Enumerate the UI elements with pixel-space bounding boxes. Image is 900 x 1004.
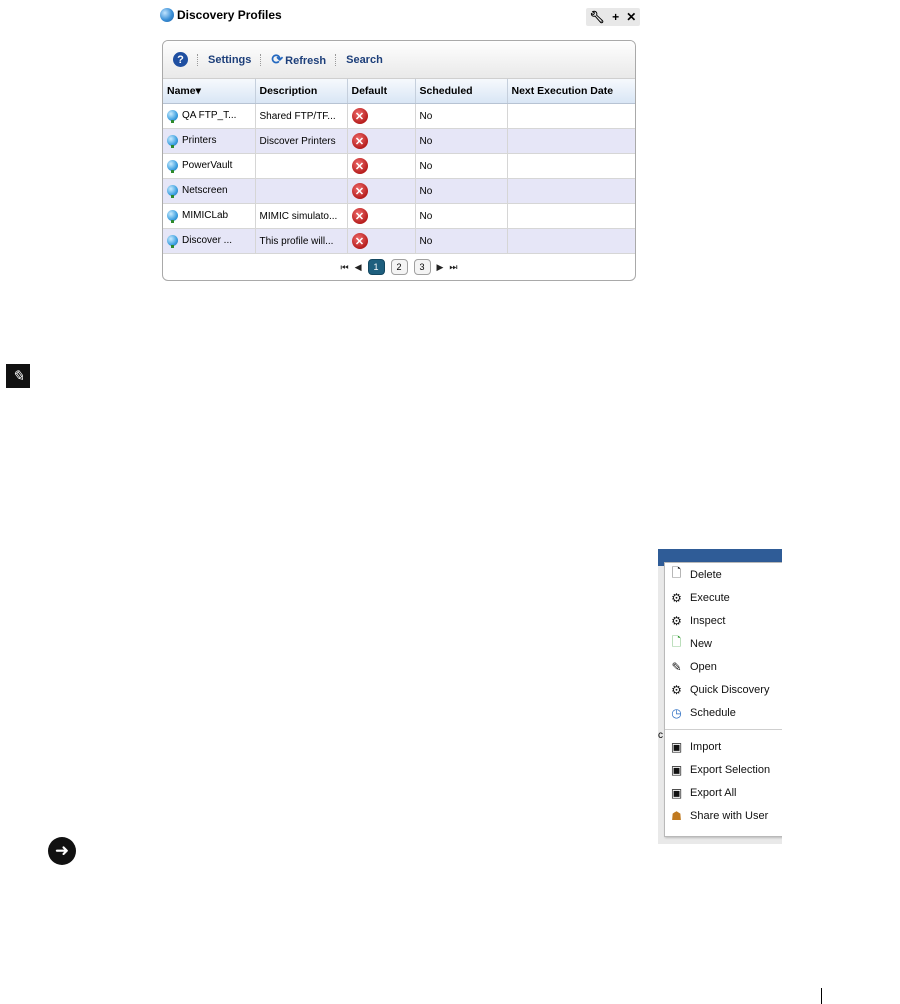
cell-description [255, 154, 347, 179]
pagination [163, 254, 635, 280]
column-header-scheduled[interactable]: Scheduled [415, 79, 507, 104]
not-default-icon: ✕ [352, 208, 368, 224]
profile-globe-icon [167, 135, 178, 146]
cell-description: MIMIC simulato... [255, 204, 347, 229]
context-menu [664, 562, 782, 837]
cell-description: This profile will... [255, 229, 347, 254]
cell-default [347, 179, 415, 204]
cell-next-execution [507, 154, 635, 179]
table-row[interactable] [163, 104, 635, 129]
discovery-profiles-portlet [162, 40, 636, 281]
menu-item-open[interactable] [665, 655, 782, 678]
cell-scheduled: No [415, 104, 507, 129]
menu-item-label: Delete [690, 568, 722, 581]
menu-item-inspect[interactable] [665, 609, 782, 632]
cell-next-execution [507, 204, 635, 229]
cell-next-execution [507, 129, 635, 154]
column-header-description[interactable]: Description [255, 79, 347, 104]
not-default-icon: ✕ [352, 183, 368, 199]
gears-icon: ⚙ [671, 590, 682, 605]
menu-item-label: Execute [690, 591, 730, 604]
toolbar [163, 41, 635, 79]
cell-next-execution [507, 229, 635, 254]
next-page-icon[interactable]: ▶ [436, 261, 444, 272]
portlet-title-label: Discovery Profiles [177, 8, 282, 22]
not-default-icon: ✕ [352, 133, 368, 149]
previous-page-icon[interactable]: ◀ [354, 261, 362, 272]
profile-globe-icon [167, 160, 178, 171]
menu-item-import[interactable] [665, 735, 782, 758]
new-document-icon: 🗋 [671, 635, 682, 649]
profile-globe-icon [167, 235, 178, 246]
menu-divider [665, 729, 782, 730]
menu-item-share-with-user[interactable] [665, 804, 782, 827]
floppy-export-icon: ▣ [670, 785, 683, 800]
column-header-default[interactable]: Default [347, 79, 415, 104]
cell-scheduled: No [415, 204, 507, 229]
note-pencil-icon: ✎ [6, 364, 30, 388]
cell-default [347, 104, 415, 129]
cell-default [347, 204, 415, 229]
portlet-tools [586, 8, 640, 26]
cell-description: Shared FTP/TF... [255, 104, 347, 129]
plus-icon[interactable]: + [612, 10, 620, 24]
gears-icon: ⚙ [671, 613, 682, 628]
background-text-fragment: c [658, 730, 663, 741]
toolbar-separator [197, 54, 199, 66]
table-row[interactable] [163, 204, 635, 229]
table-row[interactable] [163, 129, 635, 154]
refresh-button[interactable] [271, 51, 326, 68]
column-header-next-execution-date[interactable]: Next Execution Date [507, 79, 635, 104]
menu-item-label: Open [690, 660, 717, 673]
table-row[interactable] [163, 179, 635, 204]
not-default-icon: ✕ [352, 108, 368, 124]
menu-item-label: Export All [690, 786, 737, 799]
column-header-name[interactable]: Name▾ [163, 79, 255, 104]
profile-globe-icon [167, 110, 178, 121]
floppy-export-icon: ▣ [670, 762, 683, 777]
search-button[interactable]: Search [346, 53, 383, 66]
table-row[interactable] [163, 154, 635, 179]
cell-next-execution [507, 104, 635, 129]
cell-scheduled: No [415, 179, 507, 204]
portlet-header [160, 8, 640, 28]
cell-description [255, 179, 347, 204]
wrench-icon[interactable]: 🔧︎ [589, 10, 605, 24]
menu-item-label: New [690, 637, 713, 650]
settings-button[interactable]: Settings [208, 53, 252, 66]
menu-item-label: Import [690, 740, 722, 753]
cell-name: Discover ... [163, 229, 255, 254]
open-document-icon: ✎ [671, 659, 682, 674]
menu-item-label: Export Selection [690, 763, 771, 776]
menu-item-label: Schedule [690, 706, 736, 719]
profile-globe-icon [167, 185, 178, 196]
refresh-label: Refresh [285, 55, 327, 67]
not-default-icon: ✕ [352, 233, 368, 249]
caution-arrow-icon: ➜ [48, 837, 76, 865]
cell-name: Netscreen [163, 179, 255, 204]
delete-document-icon: 🗋 [671, 566, 682, 580]
refresh-icon: ⟳ [271, 51, 284, 67]
cell-scheduled: No [415, 229, 507, 254]
table-row[interactable] [163, 229, 635, 254]
cell-scheduled: No [415, 129, 507, 154]
clock-icon: ◷ [671, 705, 682, 720]
menu-item-execute[interactable] [665, 586, 782, 609]
portlet-title [160, 8, 282, 22]
profiles-table [163, 79, 636, 254]
sort-descending-icon: ▾ [195, 85, 201, 97]
menu-item-label: Share with User [690, 809, 769, 822]
cell-name: QA FTP_T... [163, 104, 255, 129]
toolbar-separator [260, 54, 262, 66]
menu-item-label: Inspect [690, 614, 726, 627]
page-button-2[interactable]: 2 [391, 259, 408, 275]
not-default-icon: ✕ [352, 158, 368, 174]
cell-default [347, 129, 415, 154]
share-user-icon: ☗ [671, 808, 682, 823]
menu-item-export-all[interactable] [665, 781, 782, 804]
table-header-row [163, 79, 635, 104]
help-icon[interactable]: ? [173, 52, 188, 67]
context-menu-screenshot [658, 549, 782, 844]
globe-icon [160, 8, 174, 22]
cell-default [347, 229, 415, 254]
page-button-3[interactable]: 3 [414, 259, 431, 275]
menu-item-quick-discovery[interactable] [665, 678, 782, 701]
cell-default [347, 154, 415, 179]
first-page-icon[interactable]: ⏮ [340, 261, 349, 272]
toolbar-separator [335, 54, 337, 66]
menu-item-export-selection[interactable] [665, 758, 782, 781]
cell-name: PowerVault [163, 154, 255, 179]
menu-item-label: Quick Discovery [690, 683, 770, 696]
page-margin-mark [821, 988, 822, 1004]
cell-name: MIMICLab [163, 204, 255, 229]
cell-description: Discover Printers [255, 129, 347, 154]
profile-globe-icon [167, 210, 178, 221]
menu-item-schedule[interactable] [665, 701, 782, 724]
cell-name: Printers [163, 129, 255, 154]
last-page-icon[interactable]: ⏭ [449, 261, 458, 272]
cell-next-execution [507, 179, 635, 204]
close-icon[interactable]: ✕ [626, 10, 637, 24]
page-button-1[interactable]: 1 [368, 259, 385, 275]
menu-item-delete[interactable] [665, 563, 782, 586]
cell-scheduled: No [415, 154, 507, 179]
menu-item-new[interactable] [665, 632, 782, 655]
floppy-icon: ▣ [670, 739, 683, 754]
gears-icon: ⚙ [671, 682, 682, 697]
